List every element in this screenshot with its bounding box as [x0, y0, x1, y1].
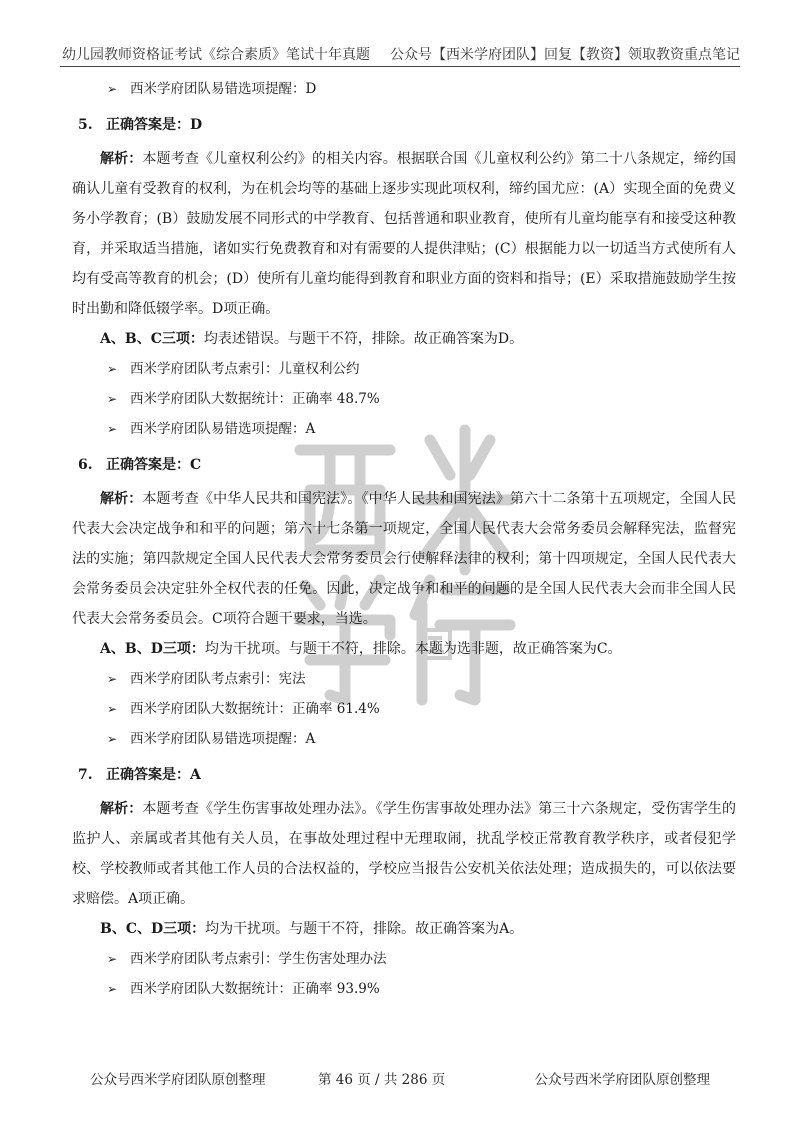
list-item: ➢ 西米学府团队易错选项提醒：D: [72, 78, 736, 100]
arrow-bullet-icon: ➢: [107, 672, 118, 686]
list-item: ➢ 西米学府团队考点索引：宪法: [72, 668, 736, 690]
other-options-paragraph: B、C、D三项：均为干扰项。与题干不符，排除。故正确答案为A。: [100, 921, 524, 937]
page-number: 第 46 页 / 共 286 页: [318, 1072, 446, 1088]
other-options-paragraph: A、B、D三项：均为干扰项。与题干不符，排除。本题为选非题，故正确答案为C。: [100, 641, 622, 657]
analysis-paragraph: 解析：本题考查《中华人民共和国宪法》。《中华人民共和国宪法》第六十二条第十五项规定，全国人民代表大会决定战争和和平的问题；第六十七条第一项规定，全国人民代表大会常务委员会解释宪法，监督宪法的实施；第四款规定全国人民代表大会常务委员会行使解释法律的权利；第十四项规定，全国人民代表大会常务委员会决定驻外全权代表的任免。因此，决定战争和和平的问题的是全国人民代表大会而非全国人民代表大会常务委员会。C项符合题干要求，当选。: [72, 491, 737, 627]
arrow-bullet-icon: ➢: [107, 82, 118, 96]
list-item: ➢ 西米学府团队考点索引：学生伤害处理办法: [72, 948, 736, 970]
page-content: [72, 78, 736, 1008]
list-item: ➢ 西米学府团队大数据统计：正确率 93.9%: [72, 978, 736, 1000]
page-header: [60, 36, 740, 67]
list-item: ➢ 西米学府团队易错选项提醒：A: [72, 418, 736, 440]
arrow-bullet-icon: ➢: [107, 982, 118, 996]
page-footer: [60, 1068, 740, 1092]
list-item: ➢ 西米学府团队大数据统计：正确率 48.7%: [72, 388, 736, 410]
header-title: 幼儿园教师资格证考试《综合素质》笔试十年真题: [62, 47, 370, 63]
list-item: ➢ 西米学府团队考点索引：儿童权利公约: [72, 358, 736, 380]
arrow-bullet-icon: ➢: [107, 362, 118, 376]
header-promo: 公众号【西米学府团队】回复【教资】领取教资重点笔记: [390, 47, 740, 63]
question-answer-heading: 7. 正确答案是：A: [78, 767, 201, 783]
arrow-bullet-icon: ➢: [107, 952, 118, 966]
list-item: ➢ 西米学府团队大数据统计：正确率 61.4%: [72, 698, 736, 720]
footer-credit-left: 公众号西米学府团队原创整理: [90, 1072, 266, 1088]
analysis-paragraph: 解析：本题考查《儿童权利公约》的相关内容。根据联合国《儿童权利公约》第二十八条规定，缔约国确认儿童有受教育的权利，为在机会均等的基础上逐步实现此项权利，缔约国尤应：(A）实现全面的免费义务小学教育；(B）鼓励发展不同形式的中学教育、包括普通和职业教育，使所有儿童均能享有和接受这种教育，并采取适当措施，诸如实行免费教育和对有需要的人提供津贴；(C）根据能力以一切适当方式使所有人均有受高等教育的机会；(D）使所有儿童均能得到教育和职业方面的资料和指导；(E）采取措施鼓励学生按时出勤和降低辍学率。D项正确。: [72, 151, 737, 317]
other-options-paragraph: A、B、C三项：均表述错误。与题干不符，排除。故正确答案为D。: [100, 331, 524, 347]
analysis-paragraph: 解析：本题考查《学生伤害事故处理办法》。《学生伤害事故处理办法》第三十六条规定，受伤害学生的监护人、亲属或者其他有关人员，在事故处理过程中无理取闹，扰乱学校正常教育教学秩序，或者侵犯学校、学校教师或者其他工作人员的合法权益的，学校应当报告公安机关依法处理；造成损失的，可以依法要求赔偿。A项正确。: [72, 801, 737, 907]
arrow-bullet-icon: ➢: [107, 392, 118, 406]
arrow-bullet-icon: ➢: [107, 422, 118, 436]
arrow-bullet-icon: ➢: [107, 732, 118, 746]
footer-credit-right: 公众号西米学府团队原创整理: [534, 1072, 710, 1088]
arrow-bullet-icon: ➢: [107, 702, 118, 716]
list-item: ➢ 西米学府团队易错选项提醒：A: [72, 728, 736, 750]
question-answer-heading: 6. 正确答案是：C: [78, 457, 202, 473]
question-answer-heading: 5. 正确答案是：D: [78, 117, 203, 133]
